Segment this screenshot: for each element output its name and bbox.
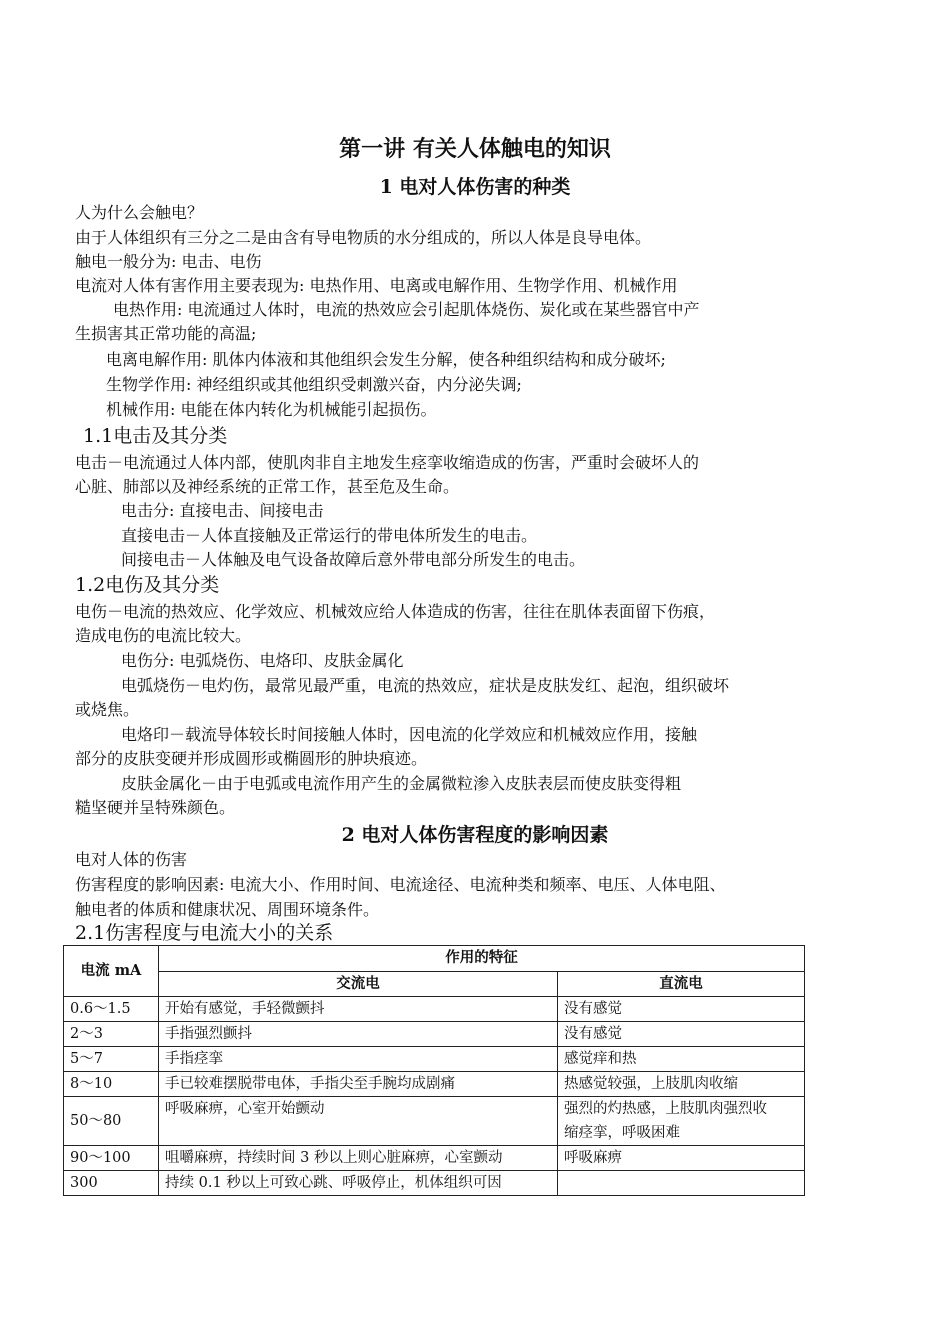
cell-ac: 手指痉挛 [159,1047,558,1072]
paragraph-line: 造成电伤的电流比较大。 [75,626,252,645]
paragraph-line: 触电者的体质和健康状况、周围环境条件。 [75,900,380,919]
subsection-heading-1-2: 1.2电伤及其分类 [75,574,220,596]
cell-dc: 呼吸麻痹 [558,1146,805,1171]
header-dc: 直流电 [558,971,805,997]
cell-current: 8～10 [64,1072,159,1097]
cell-ac: 呼吸麻痹，心室开始颤动 [159,1097,558,1146]
cell-dc: 感觉痒和热 [558,1047,805,1072]
cell-current: 0.6～1.5 [64,997,159,1022]
cell-current: 5～7 [64,1047,159,1072]
table-row [64,1146,805,1171]
paragraph-line: 电击－电流通过人体内部，使肌肉非自主地发生痉挛收缩造成的伤害，严重时会破坏人的 [75,453,700,472]
cell-ac: 手已较难摆脱带电体，手指尖至手腕均成剧痛 [159,1072,558,1097]
table-subheader-row [64,971,805,997]
paragraph-line: 电热作用: 电流通过人体时，电流的热效应会引起肌体烧伤、炭化或在某些器官中产 [113,300,700,319]
cell-dc [558,1171,805,1196]
cell-current: 300 [64,1171,159,1196]
cell-current: 50～80 [64,1097,159,1146]
section-heading-2: 2 电对人体伤害程度的影响因素 [341,824,609,846]
cell-dc: 没有感觉 [558,997,805,1022]
paragraph-line: 电击分: 直接电击、间接电击 [121,501,324,520]
table-header-row [64,946,805,972]
cell-ac: 咀嚼麻痹，持续时间 3 秒以上则心脏麻痹，心室颤动 [159,1146,558,1171]
cell-dc [558,1097,805,1146]
paragraph-line: 由于人体组织有三分之二是由含有导电物质的水分组成的，所以人体是良导电体。 [75,228,652,247]
paragraph-line: 间接电击－人体触及电气设备故障后意外带电部分所发生的电击。 [121,550,586,569]
cell-current: 2～3 [64,1022,159,1047]
paragraph-line: 皮肤金属化－由于电弧或电流作用产生的金属微粒渗入皮肤表层而使皮肤变得粗 [121,774,682,793]
header-effect: 作用的特征 [159,946,805,972]
paragraph-line: 生物学作用: 神经组织或其他组织受刺激兴奋，内分泌失调; [106,375,522,394]
paragraph-line: 人为什么会触电？ [75,203,204,222]
subsection-heading-2-1: 2.1伤害程度与电流大小的关系 [75,922,334,944]
paragraph-line: 触电一般分为: 电击、电伤 [75,252,262,271]
cell-ac: 开始有感觉，手轻微颤抖 [159,997,558,1022]
paragraph-line: 电对人体的伤害 [75,850,188,869]
paragraph-line: 心脏、肺部以及神经系统的正常工作，甚至危及生命。 [75,477,460,496]
cell-ac: 手指强烈颤抖 [159,1022,558,1047]
cell-dc-line: 强烈的灼热感，上肢肌肉强烈收 [564,1101,767,1117]
table-row [64,1097,805,1146]
cell-current: 90～100 [64,1146,159,1171]
table-row [64,1022,805,1047]
paragraph-line: 伤害程度的影响因素: 电流大小、作用时间、电流途径、电流种类和频率、电压、人体电阻、 [75,875,726,894]
table-row [64,1072,805,1097]
document-title: 第一讲 有关人体触电的知识 [339,136,611,162]
paragraph-line: 电伤－电流的热效应、化学效应、机械效应给人体造成的伤害，往往在肌体表面留下伤痕， [75,602,716,621]
paragraph-line: 直接电击－人体直接触及正常运行的带电体所发生的电击。 [121,526,538,545]
table-row [64,1171,805,1196]
cell-dc: 没有感觉 [558,1022,805,1047]
paragraph-line: 电弧烧伤－电灼伤，最常见最严重，电流的热效应，症状是皮肤发红、起泡，组织破坏 [121,676,730,695]
header-current: 电流 mA [64,946,159,997]
section-heading-1: 1 电对人体伤害的种类 [379,176,571,198]
header-ac: 交流电 [159,971,558,997]
paragraph-line: 或烧焦。 [75,700,140,719]
paragraph-line: 机械作用: 电能在体内转化为机械能引起损伤。 [106,400,437,419]
cell-dc: 热感觉较强，上肢肌肉收缩 [558,1072,805,1097]
table-row [64,997,805,1022]
paragraph-line: 糙坚硬并呈特殊颜色。 [75,798,236,817]
table-row [64,1047,805,1072]
paragraph-line: 电烙印－载流导体较长时间接触人体时，因电流的化学效应和机械效应作用，接触 [121,725,698,744]
paragraph-line: 部分的皮肤变硬并形成圆形或椭圆形的肿块痕迹。 [75,749,428,768]
current-effect-table [63,945,805,1196]
cell-ac: 持续 0.1 秒以上可致心跳、呼吸停止，机体组织可因 [159,1171,558,1196]
subsection-heading-1-1: 1.1电击及其分类 [83,425,228,447]
cell-dc-line: 缩痉挛，呼吸困难 [564,1125,680,1141]
paragraph-line: 电伤分: 电弧烧伤、电烙印、皮肤金属化 [121,651,404,670]
paragraph-line: 电离电解作用: 肌体内体液和其他组织会发生分解，使各种组织结构和成分破坏; [106,350,666,369]
paragraph-line: 电流对人体有害作用主要表现为: 电热作用、电离或电解作用、生物学作用、机械作用 [75,276,678,295]
paragraph-line: 生损害其正常功能的高温; [75,324,257,343]
